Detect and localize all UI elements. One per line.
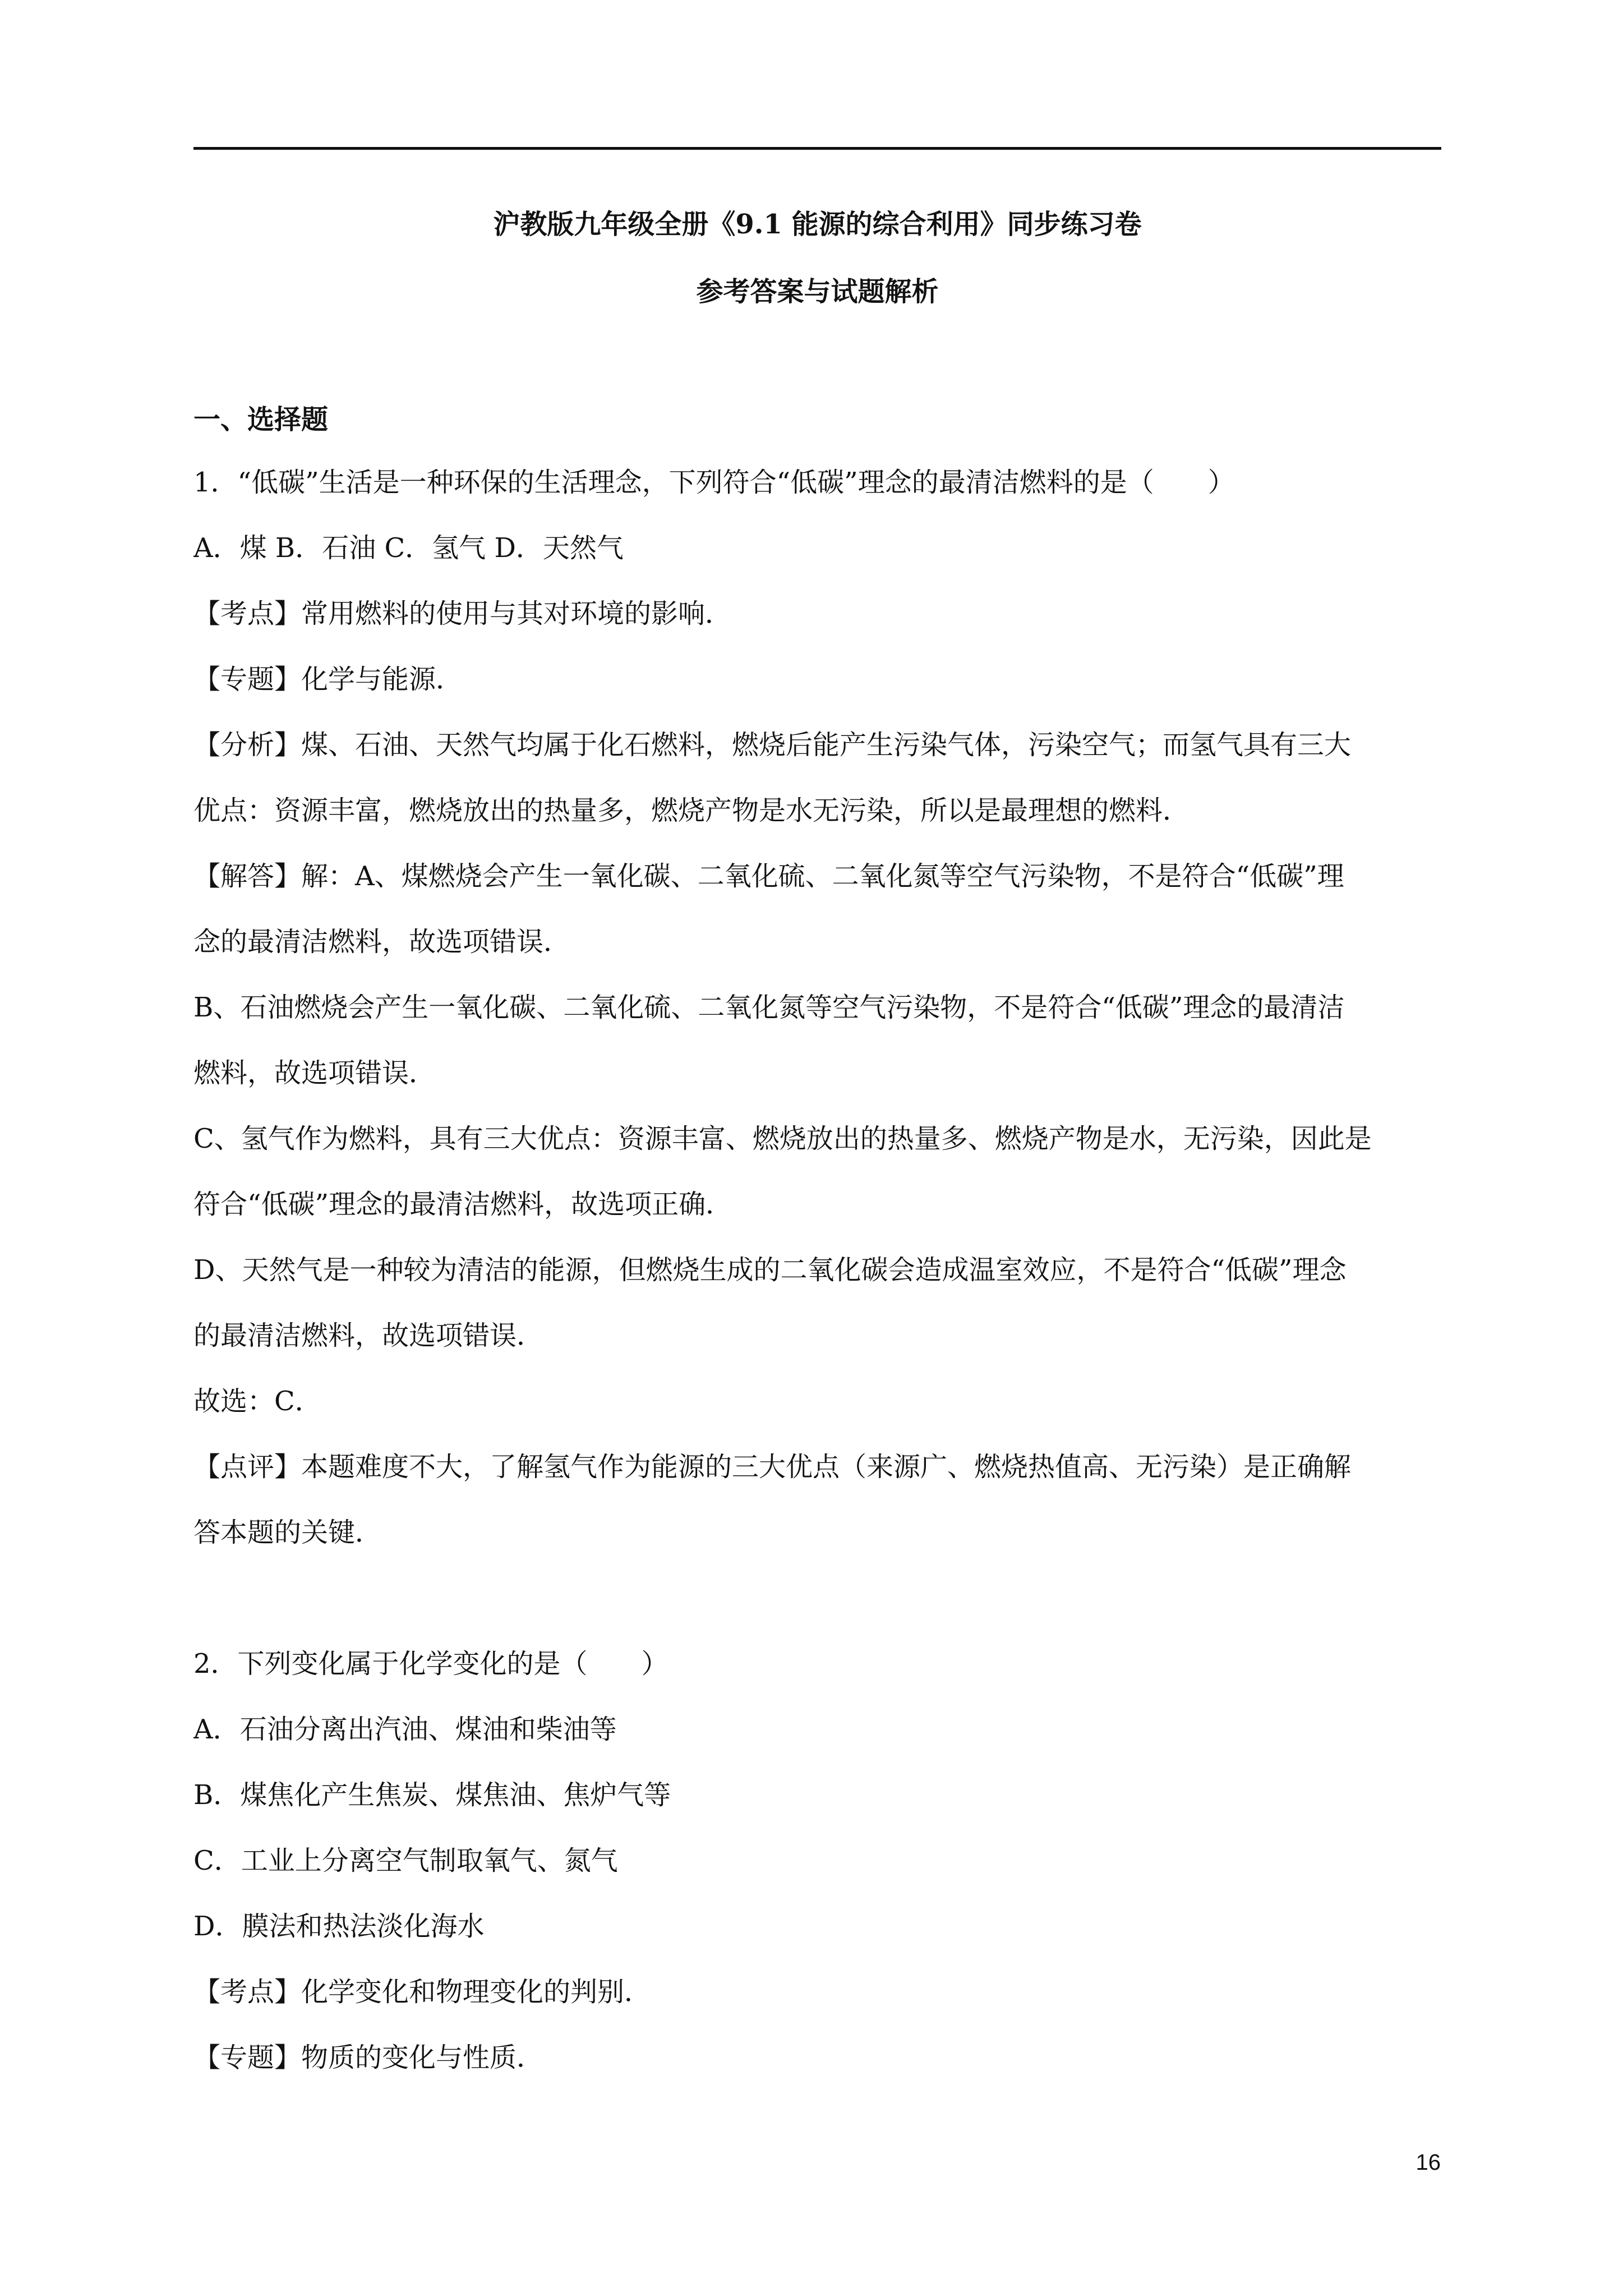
question-1-kaodian: 【考点】常用燃料的使用与其对环境的影响．	[193, 598, 732, 629]
question-1-fenxi-line-2: 优点：资源丰富，燃烧放出的热量多，燃烧产物是水无污染，所以是最理想的燃料．	[193, 795, 1190, 826]
header-rule	[193, 147, 1441, 150]
question-1-zhuanti: 【专题】化学与能源．	[193, 664, 463, 695]
question-1-stem: 1．“低碳”生活是一种环保的生活理念，下列符合“低碳”理念的最清洁燃料的是（ ）	[193, 467, 1235, 498]
question-1-option-d-line-1: D、天然气是一种较为清洁的能源，但燃烧生成的二氧化碳会造成温室效应，不是符合“低碳”理念	[193, 1254, 1347, 1286]
section-heading: 一、选择题	[193, 404, 329, 435]
question-2-option-a: A．石油分离出汽油、煤油和柴油等	[193, 1714, 617, 1745]
document-subtitle: 参考答案与试题解析	[696, 276, 939, 307]
question-1-fenxi-line-1: 【分析】煤、石油、天然气均属于化石燃料，燃烧后能产生污染气体，污染空气；而氢气具有三大	[193, 729, 1352, 761]
question-2-option-c: C．工业上分离空气制取氧气、氮气	[193, 1845, 618, 1876]
question-2-kaodian: 【考点】化学变化和物理变化的判别．	[193, 1976, 652, 2008]
question-1-option-b-line-1: B、石油燃烧会产生一氧化碳、二氧化硫、二氧化氮等空气污染物，不是符合“低碳”理念的最清洁	[193, 992, 1345, 1023]
question-2-zhuanti: 【专题】物质的变化与性质．	[193, 2042, 544, 2073]
page-number: 16	[1415, 2150, 1441, 2175]
question-2-option-b: B．煤焦化产生焦炭、煤焦油、焦炉气等	[193, 1779, 671, 1811]
spacer	[193, 1581, 1441, 1647]
question-1-dianping-line-1: 【点评】本题难度不大，了解氢气作为能源的三大优点（来源广、燃烧热值高、无污染）是正确解	[193, 1451, 1352, 1483]
question-1-jieda-line-1: 【解答】解：A、煤燃烧会产生一氧化碳、二氧化硫、二氧化氮等空气污染物，不是符合“低碳”理	[193, 861, 1344, 892]
question-1-answer: 故选：C．	[193, 1386, 322, 1417]
question-1-dianping-line-2: 答本题的关键．	[193, 1517, 382, 1548]
question-1-option-b-line-2: 燃料，故选项错误．	[193, 1057, 436, 1089]
document-title: 沪教版九年级全册《9.1 能源的综合利用》同步练习卷	[493, 209, 1142, 240]
question-2-stem: 2．下列变化属于化学变化的是（ ）	[193, 1648, 668, 1680]
question-1-option-c-line-1: C、氢气作为燃料，具有三大优点：资源丰富、燃烧放出的热量多、燃烧产物是水，无污染，因此是	[193, 1123, 1372, 1154]
question-1-options: A．煤 B．石油 C．氢气 D．天然气	[193, 532, 624, 564]
document-body	[193, 466, 1441, 2106]
question-1-option-c-line-2: 符合“低碳”理念的最清洁燃料，故选项正确．	[193, 1189, 733, 1220]
question-2-option-d: D．膜法和热法淡化海水	[193, 1911, 485, 1942]
question-1-option-d-line-2: 的最清洁燃料，故选项错误．	[193, 1320, 544, 1351]
question-1-jieda-line-2: 念的最清洁燃料，故选项错误．	[193, 926, 571, 958]
